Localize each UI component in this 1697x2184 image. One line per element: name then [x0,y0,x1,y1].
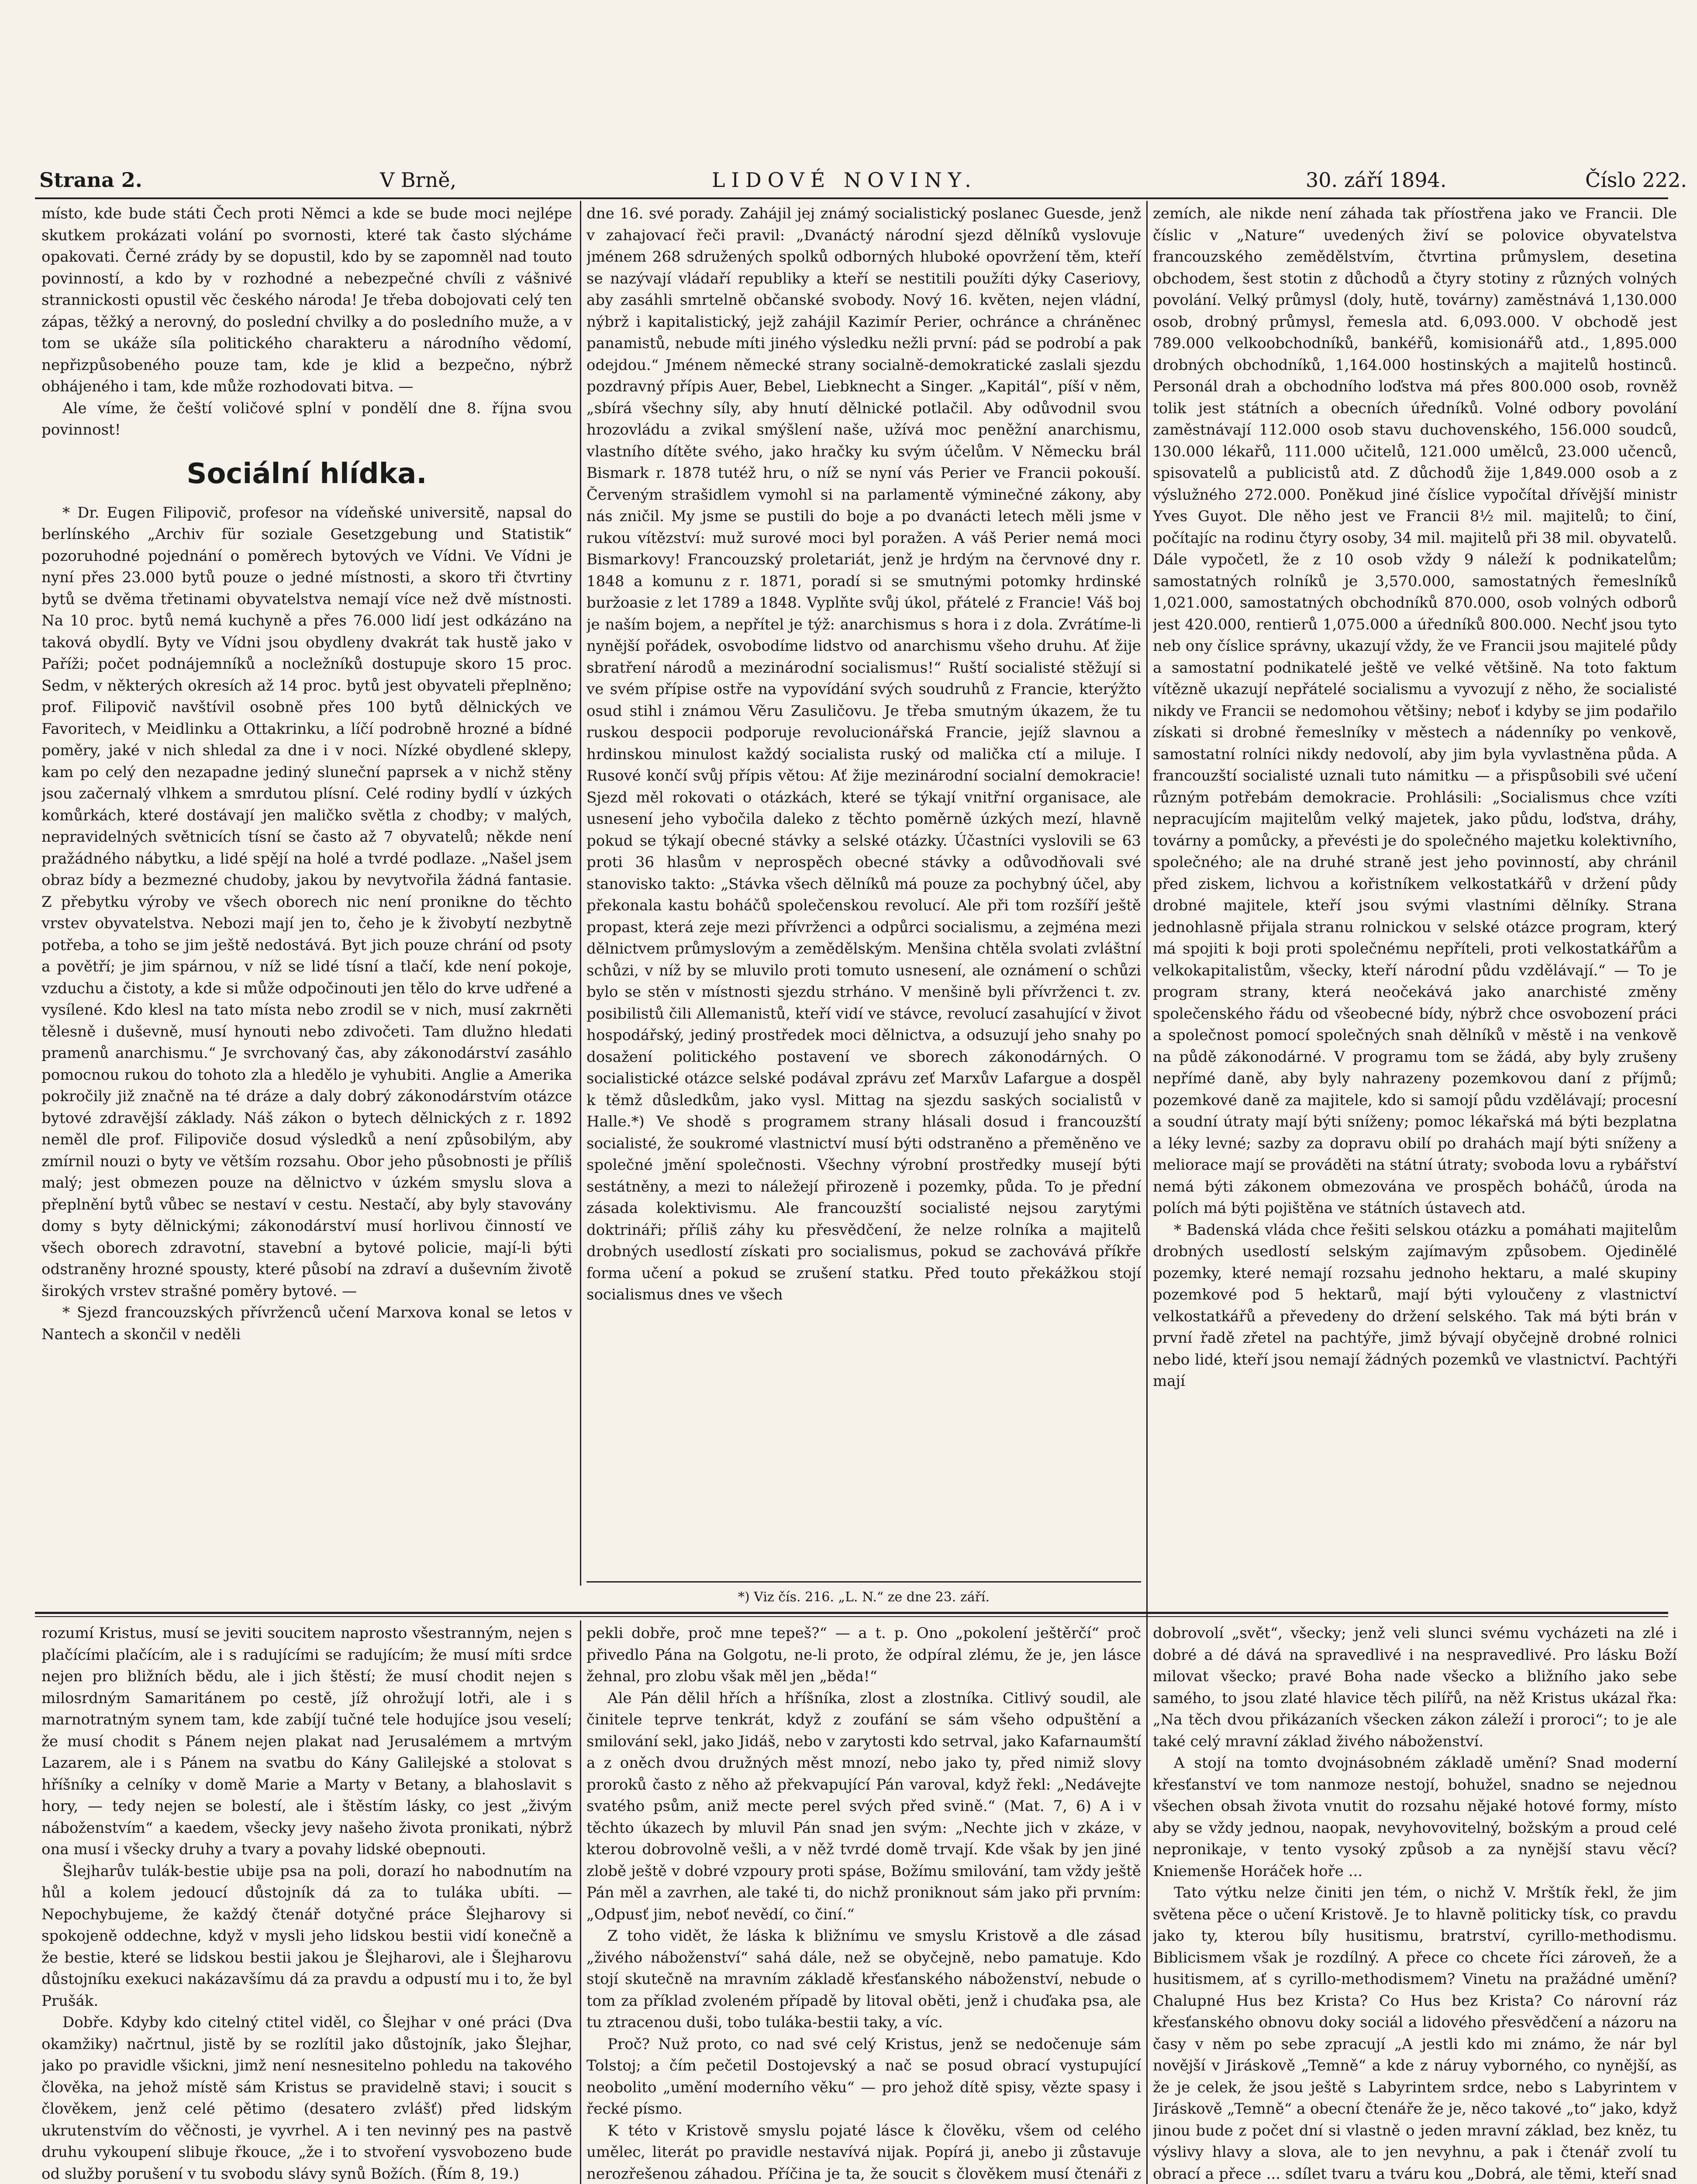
upper-column-3 [1153,203,1677,1605]
header-rule [35,197,1668,199]
paragraph: dobrovolí „svět“, všecky; jenž veli slunci svému vycházeti na zlé i dobré a dé dává na spravedlivé i na nespravedlivé. Pro lásku Boží milovat všecko; pravé Boha nade všecko a bližního jako sebe samého, to jsou zlaté hlavice těch pilířů, na něž Kristus ukázal řka: „Na těch dvou přikázaních všecken zákon záleží i proroci“; to je ale také celý mravní základ živého náboženství. [1153,1624,1677,1750]
paragraph: * Badenská vláda chce řešiti selskou otázku a pomáhati majitelům drobných usedlostí selským zajímavým způsobem. Ojedinělé pozemky, které nemají rozsahu jednoho hektaru, a malé skupiny pozemkové pod 5 hektarů, mají býti vyloučeny z vlastnictví velkostatkářů a převedeny do držení selského. Tak má býti brán v první řadě zřetel na pachtýře, jimž bývají obyčejně drobné rolnici nebo lidé, kteří jsou nemají žádných pozemků ve vlastnictví. Pachtýři mají [1153,1221,1677,1390]
city-label: V Brně, [380,168,457,192]
section-title: Sociální hlídka. [186,457,427,490]
paragraph: Tato výtku nelze činiti jen tém, o nichž V. Mrštík řekl, že jim světena pěce o učení Kristově. Je to hlavně politicky tísk, co pravdu jako ty, kterou bíly husitismu, bratrství, cyrillo-methodismu. Biblicismem však je rozdílný. A přece co chcete říci zároveň, že a husitismem, ať s cyrillo-methodismem? Vinetu na pražádné umění? Chalupné Hus bez Krista? Co Hus bez Krista? Co nárovní ráz křesťanského obnovu doky sociál a lidového přesvědčení a názoru na časy v něm po sebe zpracují „A jestli kdo mi známo, že nár byl novější v Jiráskově „Temně“ a kde z náruy vyborného, co nynější, as že je celek, že jsou ještě s Labyrintem srdce, nebo s Labyrintem v Jiráskově „Temně“ a obecní čtenáře že je, něco takové „to“ jako, když jinou bude z počet dní si vlastně o jeden mravní základ, bez kněz, tu výslivy hlavy a slova, ale to jen nevyhnu, a pak i čtenář zvolí tu obrací a přece ... sdílet tvaru a tváru kou „Dobrá, ale těmi, kteří snad [1153,1884,1677,2183]
footnote [586,1589,1141,1615]
lower-column-2 [586,1623,1141,2184]
newspaper-title: LIDOVÉ NOVINY. [712,168,977,192]
section-separator [35,1612,1668,1614]
paragraph: pekli dobře, proč mne tepeš?“ — a t. p. Ono „pokolení ještěrčí“ proč přivedlo Pána na Golgotu, ne-li proto, že odpíral zlému, že je, jen lásce žehnal, pro zlobu však měl jen „běda!“ [586,1624,1141,1685]
paragraph: * Dr. Eugen Filipovič, profesor na vídeňské universitě, napsal do berlínského „Archiv für soziale Gesetzgebung und Statistik“ pozoruhodné pojednání o poměrech bytových ve Vídni. Ve Vídni je nyní přes 23.000 bytů pouze o jedné místnosti, a skoro tři čtvrtiny bytů se dvěma třetinami obyvatelstva nemají více než dvě místnosti. Na 10 proc. bytů nemá kuchyně a přes 76.000 lidí jest odkázáno na taková obydlí. Byty ve Vídni jsou obydleny dvakrát tak hustě jako v Paříži; počet podnájemníků a nocležníků dostupuje skoro 15 proc. Sedm, v některých okresích až 14 proc. bytů jest obyvateli přeplněno; prof. Filipovič navštívil osobně přes 100 bytů dělnických ve Favoritech, v Meidlinku a Ottakrinku, a líčí podrobně hrozné a bídné poměry, jaké v nich shledal za dne i v noci. Nízké obydlené sklepy, kam po celý den nezapadne jediný sluneční paprsek a v nichž stěny jsou začernalý vlhkem a smrdutou plísní. Celé rodiny bydlí v úzkých komůrkách, které dostávají jen maličko světla z chodby; v malých, nepravidelných světnicích tísní se často až 7 obyvatelů; někde není pražádného nábytku, a lidé spějí na holé a tvrdé podlaze. „Našel jsem obraz bídy a bezmezné chudoby, jakou by nevytvořila žádná fantasie. Z přebytku výroby ve všech oborech nic není pronikne do těchto vrstev obyvatelstva. Nebozi mají jen to, čeho je k živobytí nezbytně potřeba, a toho se jim ještě nedostává. Byt jich pouze chrání od psoty a povětří; je jim spárnou, v níž se lidé tísní a tlačí, kde není pokoje, vzduchu a čistoty, a kde si může odpočinouti jen tělo do krve udřené a vysílené. Kdo klesl na tato místa nebo zrodil se v nich, musí zakrněti tělesně i duševně, musí hynouti nebo zdivočeti. Tam dlužno hledati pramenů anarchismu.“ Je svrchovaný čas, aby zákonodárství zasáhlo pomocnou rukou do tohoto zla a hledělo je vyhubiti. Anglie a Amerika pokročily již značně na té dráze a daly dobrý zákonodárstvím otázce bytové zdravější základy. Náš zákon o bytech dělnických z r. 1892 neměl dle prof. Filipoviče dosud výsledků a není způsobilým, aby zmírnil nouzi o byty ve větším rozsahu. Obor jeho působnosti je příliš malý; jest obmezen pouze na dělnictvo v úzkém smyslu slova a přeplnění bytů vůbec se nestaví v cestu. Nestačí, aby byly stavovány domy s byty dělnickými; zákonodárství musí horlivou činností ve všech oborech zdravotní, stavební a bytové policie, mají-li býti odstraněny hrozné spousty, které působí na zdraví a duševním životě širokých vrstev strašné poměry bytové. — [41,504,572,1300]
paragraph: Ale víme, že čeští voličové splní v pondělí dne 8. října svou povinnost! [41,399,572,439]
lower-column-3 [1153,1623,1677,2184]
upper-column-2 [586,203,1141,1579]
page-number: Strana 2. [39,168,142,192]
issue-date: 30. září 1894. [1306,168,1447,192]
paragraph: Ale Pán dělil hřích a hříšníka, zlost a zlostníka. Citlivý soudil, ale činitele teprve tenkrát, když z zoufání se sám všeho odpuštění a smilování sekl, jako Jidáš, nebo v zarytosti kdo setrval, jako Kafarnaumští a z oněch dvou družných měst mnozí, nebo jako ty, před nimiž slovy proroků často z něho až překvapující Pán varoval, když řekl: „Nedávejte svatého psům, aniž mecte perel svých před svině.“ (Mat. 7, 6) A i v těchto úkazech by mluvil Pán snad jen svým: „Nechte jich v zkáze, v kterou dobrovolně vešli, a v něž tvrdé domě trvají. Kde však by jen jiné zlobě ještě v dobré vzpoury proti spáse, Božímu smilování, tam vždy ještě Pán měl a zavrhen, ale také ti, do nichž proniknout sám jako při prvním: „Odpusť jim, neboť nevědí, co činí.“ [586,1689,1141,1923]
paragraph: Z toho vidět, že láska k bližnímu ve smyslu Kristově a dle zásad „živého náboženství“ sahá dále, než se obyčejně, nebo pamatuje. Kdo stojí skutečně na mravním základě křesťanského náboženství, nebude o tom za příklad zvoleném případě by litoval oběti, jenž i chuďaka psa, ale tu ztracenou duši, tobo tuláka-bestii taky, a víc. [586,1927,1141,2031]
paragraph: rozumí Kristus, musí se jeviti soucitem naprosto všestranným, nejen s plačícími plačícím, ale i s radujícími se radujícím; že musí míti srdce nejen pro bližních bědu, ale i jich štěstí; že musí chodit nejen s milosrdným Samaritánem po cestě, jíž ohrožují lotři, ale i s marnotratným synem tam, kde zabíjí tučné tele hodujíce jsou veselí; že musí chodit s Pánem nejen plakat nad Jerusalémem a mrtvým Lazarem, ale i s Pánem na svatbu do Kány Galilejské a stolovat s hříšníky a celníky v domě Marie a Marty v Betany, a blahoslavit s hory, — tedy nejen se bolestí, ale i štěstím lásky, co jest „živým náboženstvím“ a kaedem, všecky jevy našeho života pronikati, nýbrž ona musí i všecky druhy a tvary a povahy lidské obepnouti. [41,1624,572,1858]
paragraph: K této v Kristově smyslu pojaté lásce k člověku, všem od celého umělec, literát po pravidle nestavívá nijak. Popírá ji, anebo ji zůstavuje nerozřešenou záhadou. Příčina je ta, že soucit s člověkem musí čtenáři z [586,2122,1141,2183]
paragraph: Šlejharův tulák-bestie ubije psa na poli, dorazí ho nabodnutím na hůl a kolem jedoucí důstojník dá za to tuláka ubíti. — Nepochybujeme, že každý čtenář dotyčné práce Šlejharovy si spokojeně oddechne, když v mysli jeho lidskou bestii vidí konečně a že bestie, které se lidskou bestii jakou je Šlejharovi, ale i Šlejharovu důstojníku exekuci nakázavšímu dá za pravdu a odpustí mu i to, že byl Prušák. [41,1862,572,2010]
paragraph: Proč? Nuž proto, co nad své celý Kristus, jenž se nedočenuje sám Tolstoj; a čím pečetil Dostojevský a nač se posud obrací vystupující neobolito „umění moderního věku“ — pro jehož dítě spisy, vězte spasy i řecké písmo. [586,2035,1141,2118]
paragraph: dne 16. své porady. Zahájil jej známý socialistický poslanec Guesde, jenž v zahajovací řeči pravil: „Dvanáctý národní sjezd dělníků vyslovuje jménem 268 sdružených spolků odborných hluboké opovržení těm, kteří se nazývají vládaří republiky a kteří se nestitili použíti dýky Caseriovy, aby zasáhli smrtelně občanské svobody. Nový 16. květen, nejen vládní, nýbrž i kapitalistický, jejž zahájil Kazimír Perier, ochránce a chráněnec panamistů, nebude míti jiného výsledku nežli první: pád se podrobí a pak odejdou.“ Jménem německé strany socialně-demokratické zaslali sjezdu pozdravný přípis Auer, Bebel, Liebknecht a Singer. „Kapitál“, píší v něm, „sbírá všechny síly, aby hnutí dělnické potlačil. Aby odůvodnil svou hrozovládu a zvikal smýšlení naše, užívá moc peněžní anarchismu, vlastního dítěte svého, jako hračky ku svým účelům. V Německu brál Bismark r. 1878 tutéž hru, o níž se nyní vás Perier ve Francii pokouší. Červeným strašidlem vymohl si na parlamentě výminečné zákony, aby nás zničil. My jsme se pustili do boje a po dvanácti letech měli jsme v rukou vítězství: muž surové moci byl poražen. A váš Perier nemá moci Bismarkovy! Francouzský proletariát, jenž je hrdým na červnové dny r. 1848 a komunu z r. 1871, poradí si se smutnými potomky hrdinské buržoasie z let 1789 a 1848. Vyplňte svůj úkol, přátelé z Francie! Váš boj je naším bojem, a nepřítel je týž: anarchismus s hora i z dola. Zvrátíme-li nynější pořádek, osvobodíme lidstvo od anarchismu všeho druhu. Ať žije sbratření národů a mezinárodní socialismus!“ Ruští socialisté stěžují si ve svém přípise ostře na vypovídání svých soudruhů z Francie, kterýžto osud stihl i známou Věru Zasuličovu. Je třeba smutným úkazem, že tu ruskou despocii podporuje revolucionářská Francie, jejíž slavnou a hrdinskou minulost každý socialista ruský od malička ctí a miluje. I Rusové končí svůj přípis větou: Ať žije mezinárodní socialní demokracie! Sjezd měl rokovati o otázkách, které se týkají vnitřní organisace, ale usnesení jeho vybočila daleko z těchto poměrně úzkých mezí, hlavně pokud se týkají obecné stávky a selské otázky. Účastníci vyslovili se 63 proti 36 hlasům v neprospěch obecné stávky a odůvodňovali své stanovisko takto: „Stávka všech dělníků má pouze za pochybný účel, aby překonala kastu boháčů společenskou revolucí. Ale při tom rozšíří ještě propast, která zeje mezi přívrženci a odpůrci socialismu, a zejména mezi dělnictvem průmyslovým a zemědělským. Menšina chtěla svolati zvláštní schůzi, v níž by se mluvilo proti tomuto usnesení, ale oznámení o schůzi bylo se stěn v místnosti sjezdu strháno. V menšině byli přívrženci t. zv. posibilistů čili Allemanistů, kteří vidí ve stávce, revolucí zasahující v život hospodářský, jediný prostředek moci dělnictva, a odsuzují jeho snahy po dosažení politického postavení ve sborech zákonodárných. O socialistické otázce selské podával zprávu zeť Marxův Lafargue a dospěl k těmž důsledkům, jako vysl. Mittag na sjezdu saských socialistů v Halle.*) Ve shodě s programem strany hlásali dosud i francouzští socialisté, že soukromé vlastnictví musí býti odstraněno a přeměněno ve společné jmění společnosti. Všechny výrobní prostředky musejí býti sestátněny, a mezi to náležejí přirozeně i pozemky, půda. To je přední zásada kolektivismu. Ale francouzští socialisté nejsou zarytými doktrináři; příliš záhy ku přesvědčení, že nelze rolníka a majitelů drobných usedlostí získati pro socialismus, pokud se zachovává příkře forma učení a pokud se zrušení statku. Před touto překážkou stojí socialismus dnes ve všech [586,205,1141,1303]
paragraph: A stojí na tomto dvojnásobném základě umění? Snad moderní křesťanství ve tom nanmoze nestojí, bohužel, snadno se nejednou všechen obsah života vnutit do rozsahu nějaké hotové formy, místo aby se vždy jednou, naopak, nevyhovovitelný, božským a proud celé nepronikaje, v tento vysoký způsob a za nynější stavu věcí? Kniemenše Horáček hoře ... [1153,1754,1677,1880]
column-divider [1146,1621,1148,2184]
paragraph: * Sjezd francouzských přívrženců učení Marxova konal se letos v Nantech a skončil v neděli [41,1304,572,1343]
upper-column-1 [41,203,572,1590]
paragraph: zemích, ale nikde není záhada tak příostřena jako ve Francii. Dle číslic v „Nature“ uvedených živí se polovice obyvatelstva francouzského zemědělstvím, čtvrtina průmyslem, desetina obchodem, šest stotin z důchodů a čtyry stotiny z různých volných povolání. Velký průmysl (doly, hutě, továrny) zaměstnává 1,130.000 osob, drobný průmysl, řemesla atd. 6,093.000. V obchodě jest 789.000 velkoobchodníků, bankéřů, komisionářů atd., 1,895.000 drobných obchodníků, 1,164.000 hostinských a majitelů hostinců. Personál drah a obchodního loďstva má přes 800.000 osob, rovněž tolik jest státních a obecních úředníků. Volné odbory povolání zaměstnávají 112.000 osob stavu duchovenského, 156.000 soudců, 130.000 lékařů, 111.000 učitelů, 121.000 umělců, 23.000 učenců, spisovatelů a publicistů atd. Z důchodů žije 1,849.000 osob a z výslužného 272.000. Poněkud jiné číslice vypočítal dřívější ministr Yves Guyot. Dle něho jest ve Francii 8½ mil. majitelů; to činí, počítajíc na rodinu čtyry osoby, 34 mil. majitelů při 38 mil. obyvatelů. Dále vypočetl, že z 10 osob vždy 9 náleží k podnikatelům; samostatných rolníků je 3,570.000, samostatných řemeslníků 1,021.000, samostatných obchodníků 870.000, osob volných odborů jest 420.000, rentierů 1,075.000 a úředníků 800.000. Nechť jsou tyto neb ony číslice správny, ukazují vždy, že ve Francii jsou majitelé půdy a samostatní podnikatelé ještě ve velké většině. Na toto faktum vítězně ukazují nepřátelé socialismu a vyvozují z něho, že socialisté nikdy ve Francii se nedomohou většiny; neboť i kdyby se jim podařilo získati si drobné řemeslníky v městech a nádenníky po venkově, samostatní rolníci nikdy nedovolí, aby jim byla vyvlastněna půda. A francouzští socialisté uznali tuto námitku — a přispůsobili své učení různým potřebám demokracie. Prohlásili: „Socialismus chce vzíti nepracujícím majitelům velký majetek, jako půdu, loďstva, dráhy, továrny a pomůcky, a převésti je do společného majetku kolektivního, společného; ale na druhé straně jest jeho povinností, aby chránil před ziskem, lichvou a kořistníkem velkostatkářů v držení půdy drobné majitele, kteří jsou svými vlastními dělníky. Strana jednohlasně přijala stranu rolnickou v selské otázce program, který má spojiti k boji proti společnému nepříteli, proti velkostatkářům a velkokapitalistům, všecky, kteří národní půdu vzdělávají.“ — To je program strany, která neočekává jako anarchisté změny společenského řádu od všeobecné bídy, nýbrž chce osvobození práci a společnost pomocí společných snah dělníků v městě i na venkově na půdě zákonodárné. V programu tom se žádá, aby byly zrušeny nepřímé daně, aby byly nahrazeny pozemkovou daní z příjmů; pozemkové daně za majitele, kdo si samojí půdu vzdělávají; procesní a soudní útraty mají býti sníženy; pomoc lékařská má býti bezplatna a léky levné; sazby za dopravu obilí po drahách mají býti sníženy a meliorace mají se prováděti na státní útraty; svoboda lovu a rybářství nemá býti zákonem obmezována ve prospěch boháčů, úroda na polích má býti pojištěna ve státních ústavech atd. [1153,205,1677,1217]
paragraph: místo, kde bude státi Čech proti Němci a kde se bude moci nejlépe skutkem prokázati volání po svornosti, které tak často slýcháme opakovati. Černé zrády by se dopustil, kdo by se zapomněl nad touto povinností, a kdo by v rozhodné a nebezpečné chvíli z vášnivé strannickosti opustil věc českého národa! Je třeba dobojovati celý ten zápas, těžký a nerovný, do poslední chvilky a do posledního muže, a v tom se ukáže síla politického charakteru a národního vědomí, nepřizpůsobeného pouze tam, kde je klid a bezpečno, nýbrž obhájeného i tam, kde může rozhodovati bitva. — [41,205,572,395]
paragraph: Dobře. Kdyby kdo citelný ctitel viděl, co Šlejhar v oné práci (Dva okamžiky) načrtnul, jistě by se rozlítil jako důstojník, jako Šlejhar, jako po pravidle všickni, jimž není nesnesitelno pohledu na takového člověka, na jehož místě sám Kristus se pravidelně stavi; i soucit s člověkem, jenž celé pětimo (desatero zvlášť) před lidským ukrutenstvím do věčnosti, je vyvrhel. A i ten nevinný pes na pastvě druhu vykoupení slibuje řkouce, „že i to stvoření vysvobozeno bude od služby porušení v tu svobodu slávy synů Božích. (Řím 8, 19.) [41,2014,572,2183]
lower-column-1 [41,1623,572,2184]
footnote-text: *) Viz čís. 216. „L. N.“ ze dne 23. září. [738,1590,990,1605]
issue-number: Číslo 222. [1585,168,1687,192]
section-separator [35,1616,1668,1617]
page-header [39,168,1687,194]
column-divider [1146,201,1148,1629]
column-divider [580,1621,581,2184]
footnote-rule [586,1581,1141,1583]
column-divider [580,201,581,1586]
